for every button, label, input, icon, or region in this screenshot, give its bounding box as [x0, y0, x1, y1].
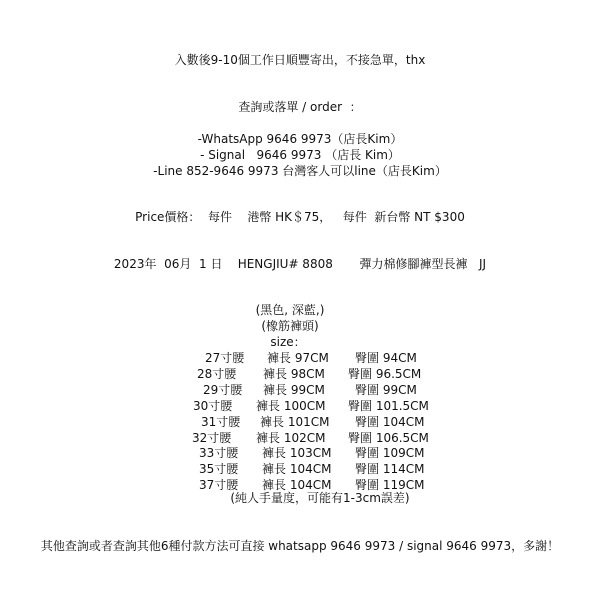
footer-contact: 其他查詢或者查詢其他6種付款方法可直接 whatsapp 9646 9973 / signal 9646 9973，多謝！ — [40, 539, 560, 553]
size-length: 褲長 104CM — [262, 478, 332, 493]
contact-signal: - Signal 9646 9973 （店長 Kim） — [200, 148, 400, 162]
size-waist: 35寸腰 — [199, 462, 239, 477]
contact-line: -Line 852-9646 9973 台灣客人可以line（店長Kim） — [153, 164, 447, 178]
measurement-note: (純人手量度，可能有1-3cm誤差) — [230, 491, 410, 505]
size-length: 褲長 98CM — [263, 366, 325, 381]
size-length: 褲長 100CM — [256, 398, 326, 413]
size-waist: 30寸腰 — [193, 398, 233, 413]
size-hip: 臀圍 94CM — [355, 351, 417, 365]
size-waist: 37寸腰 — [199, 478, 239, 493]
size-length: 褲長 99CM — [263, 382, 325, 397]
size-row — [0, 445, 600, 461]
size-length: 褲長 97CM — [267, 351, 329, 365]
size-row — [0, 382, 600, 398]
contact-heading: 查詢或落單 / order ： — [238, 100, 362, 114]
size-hip: 臀圍 119CM — [355, 478, 425, 493]
size-length: 褲長 101CM — [260, 414, 330, 429]
product-header: 2023年 06月 1 日 HENGJIU# 8808 彈力棉修腳褲型長褲 JJ — [113, 257, 487, 271]
product-waistband: (橡筋褲頭) — [261, 319, 319, 333]
size-hip: 臀圍 109CM — [355, 446, 425, 461]
size-length: 褲長 104CM — [262, 462, 332, 477]
size-hip: 臀圍 96.5CM — [348, 366, 422, 381]
size-hip: 臀圍 104CM — [355, 414, 425, 429]
size-waist: 32寸腰 — [192, 430, 232, 445]
size-row — [0, 414, 600, 430]
size-length: 褲長 103CM — [262, 446, 332, 461]
size-row — [0, 350, 600, 366]
size-heading: size： — [270, 335, 306, 349]
product-colors: (黑色, 深藍,) — [255, 303, 325, 317]
size-row — [0, 430, 600, 446]
contact-whatsapp: -WhatsApp 9646 9973（店長Kim） — [197, 132, 403, 146]
lead-time-notice: 入數後9-10個工作日順豐寄出，不接急單，thx — [174, 53, 426, 67]
price-line: Price價格： 每件 港幣 HK＄75， 每件 新台幣 NT $300 — [135, 210, 465, 224]
size-row — [0, 461, 600, 477]
size-hip: 臀圍 99CM — [355, 382, 417, 397]
size-waist: 31寸腰 — [201, 414, 241, 429]
size-waist: 29寸腰 — [203, 382, 243, 397]
size-waist: 28寸腰 — [197, 366, 237, 381]
size-length: 褲長 102CM — [256, 430, 326, 445]
size-hip: 臀圍 101.5CM — [348, 398, 429, 413]
size-row — [0, 398, 600, 414]
size-waist: 27寸腰 — [205, 351, 245, 365]
size-hip: 臀圍 114CM — [355, 462, 425, 477]
size-row — [0, 366, 600, 382]
size-hip: 臀圍 106.5CM — [348, 430, 429, 445]
size-waist: 33寸腰 — [199, 446, 239, 461]
